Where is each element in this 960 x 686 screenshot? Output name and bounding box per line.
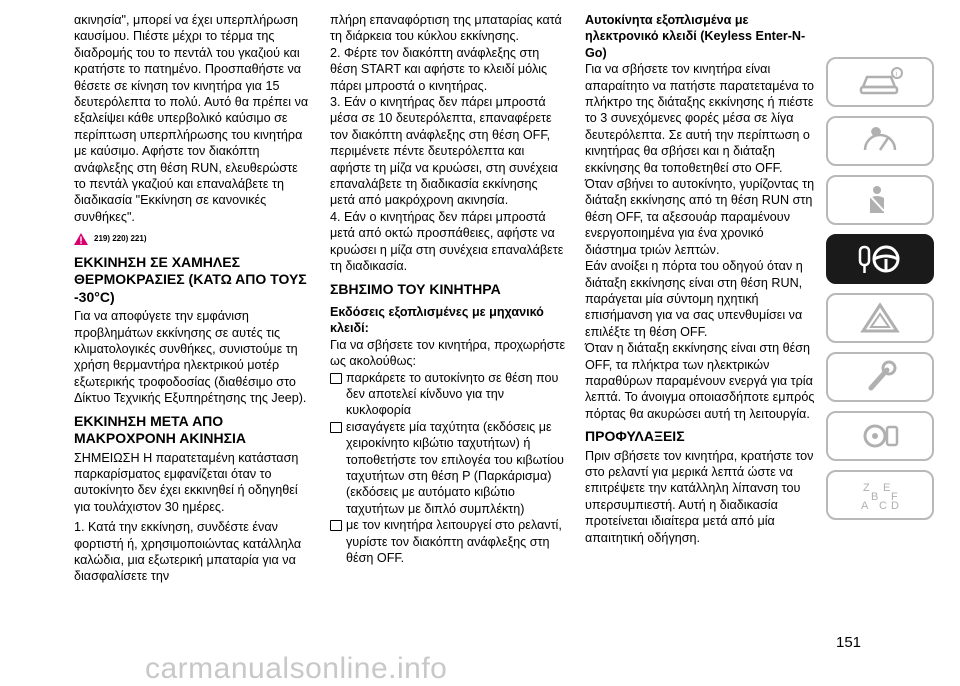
checkbox-bullet-icon bbox=[330, 422, 342, 433]
paragraph: ακινησία", μπορεί να έχει υπερπλήρωση καυσίμου. Πιέστε μέχρι το τέρμα της διαδρομής του το πεντάλ του γκαζιού και κρατήστε το πατημένο. Προσπαθήστε να θέσετε σε κίνηση τον κινητήρα για 15 δευτερόλεπτα το πολύ. Αυτό θα πρέπει να εξαλείψει κάθε υπερβολικό καύσιμο σε περίπτωση υπερπλήρωσης του κινητήρα με καύσιμο. Αφήστε τον διακόπτη ανάφλεξης στη θέση RUN, ελευθερώστε το πεντάλ γκαζιού και επαναλάβετε τη διαδικασία "Εκκίνηση σε κανονικές συνθήκες". bbox=[74, 13, 309, 224]
tab-index[interactable] bbox=[826, 470, 934, 520]
text-column-2 bbox=[330, 12, 566, 567]
checkbox-bullet-icon bbox=[330, 520, 342, 531]
tab-starting-and-driving[interactable] bbox=[826, 234, 934, 284]
svg-text:A: A bbox=[861, 500, 869, 512]
section-heading: ΣΒΗΣΙΜΟ ΤΟΥ ΚΙΝΗΤΗΡΑ bbox=[330, 280, 501, 297]
svg-text:C: C bbox=[879, 500, 887, 512]
tab-technical-data[interactable] bbox=[826, 411, 934, 461]
subsection-heading: Αυτοκίνητα εξοπλισμένα με ηλεκτρονικό κλειδί (Keyless Enter-N-Go) bbox=[585, 13, 806, 60]
paragraph: Για να σβήσετε τον κινητήρα είναι απαραίτητο να πατήστε παρατεταμένα το πλήκτρο της διάταξης εκκίνησης ή πιέστε το 3 συνεχόμενες φορές μέσα σε λίγα δευτερόλεπτα. Σε αυτή την περίπτωση ο κινητήρας θα σβήσει και η διάταξη εκκίνησης θα τοποθετηθεί στο OFF. bbox=[585, 62, 814, 175]
paragraph: πλήρη επαναφόρτιση της μπαταρίας κατά τη διάρκεια του κύκλου εκκίνησης. bbox=[330, 13, 562, 44]
section-heading: ΕΚΚΙΝΗΣΗ ΣΕ ΧΑΜΗΛΕΣ ΘΕΡΜΟΚΡΑΣΙΕΣ (ΚΑΤΩ ΑΠΟ ΤΟΥΣ -30°C) bbox=[74, 253, 307, 305]
tab-safety[interactable] bbox=[826, 175, 934, 225]
tab-instrument-panel[interactable] bbox=[826, 116, 934, 166]
bullet-item bbox=[330, 517, 566, 566]
paragraph: 3. Εάν ο κινητήρας δεν πάρει μπροστά μέσα σε 10 δευτερόλεπτα, επαναφέρετε τον διακόπτη ανάφλεξης στη θέση OFF, περιμένετε πέντε δευτερόλεπτα και αφήστε τη μίζα να κρυώσει, στη συνέχεια επαναλάβετε τη διαδικασία εκκίνησης μετά από μακρόχρονη ακινησία. bbox=[330, 95, 558, 208]
paragraph: 4. Εάν ο κινητήρας δεν πάρει μπροστά μετά από οκτώ προσπάθειες, αφήστε να κρυώσει η μίζα στη συνέχεια επαναλάβετε τη διαδικασία. bbox=[330, 209, 564, 274]
svg-text:D: D bbox=[891, 500, 899, 512]
seatbelt-safety-icon bbox=[857, 183, 903, 217]
subsection-heading: Εκδόσεις εξοπλισμένες με μηχανικό κλειδί: bbox=[330, 305, 544, 336]
paragraph: ΣΗΜΕΙΩΣΗ Η παρατεταμένη κατάσταση παρκαρίσματος εμφανίζεται όταν το αυτοκίνητο δεν έχει εκκινηθεί ή οδηγηθεί για τουλάχιστον 30 ημέρες. bbox=[74, 450, 299, 514]
paragraph: Όταν σβήνει το αυτοκίνητο, γυρίζοντας τη διάταξη εκκίνησης από τη θέση RUN στη θέση OFF, τα αξεσουάρ παραμένουν ενεργοποιημένα για ένα χρονικό διάστημα τριών λεπτών. bbox=[585, 177, 815, 257]
tab-getting-to-know-car[interactable] bbox=[826, 57, 934, 107]
section-heading: ΕΚΚΙΝΗΣΗ ΜΕΤΑ ΑΠΟ ΜΑΚΡΟΧΡΟΝΗ ΑΚΙΝΗΣΙΑ bbox=[74, 412, 246, 447]
checkbox-bullet-icon bbox=[330, 373, 342, 384]
text-column-3 bbox=[585, 12, 815, 546]
svg-text:F: F bbox=[891, 491, 898, 503]
warning-note-refs bbox=[74, 231, 310, 247]
bullet-item bbox=[330, 419, 566, 517]
watermark: carmanualsonline.info bbox=[145, 652, 448, 685]
paragraph: Για να σβήσετε τον κινητήρα, προχωρήστε ως ακολούθως: bbox=[330, 337, 566, 369]
paragraph: Για να αποφύγετε την εμφάνιση προβλημάτων εκκίνησης σε αυτές τις κλιματολογικές συνθήκες, συνιστούμε τη χρήση θερμαντήρα ηλεκτρικού μοτέρ εξωτερικής τροφοδοσίας (διαθέσιμο στο Δίκτυο Τεχνικής Εξυπηρέτησης της Jeep). bbox=[74, 309, 307, 406]
chapter-tabs bbox=[826, 57, 934, 529]
tab-emergency[interactable] bbox=[826, 293, 934, 343]
warning-triangle-icon bbox=[74, 233, 88, 245]
paragraph: Πριν σβήσετε τον κινητήρα, κρατήστε τον στο ρελαντί για μερικά λεπτά ώστε να επιτρέψετε την κατάλληλη λίπανση του υπερσυμπιεστή. Αυτή η διαδικασία προτείνεται ιδιαίτερα μετά από μία απαιτητική οδήγηση. bbox=[585, 448, 814, 545]
bullet-item bbox=[330, 370, 566, 419]
warning-triangle-icon bbox=[857, 301, 903, 335]
page-number: 151 bbox=[836, 634, 862, 651]
bullet-text: εισαγάγετε μία ταχύτητα (εκδόσεις με χειροκίνητο κιβώτιο ταχυτήτων) ή τοποθετήστε τον επιλογέα του κιβωτίου ταχυτήτων στη θέση P (Παρκάρισμα) (εκδόσεις με αυτόματο κιβώτιο ταχυτήτων με διπλό συμπλέκτη) bbox=[346, 419, 564, 516]
tab-maintenance[interactable] bbox=[826, 352, 934, 402]
wrench-maintenance-icon bbox=[857, 360, 903, 394]
technical-data-icon bbox=[857, 419, 903, 453]
svg-text:B: B bbox=[871, 491, 879, 503]
bullet-text: με τον κινητήρα λειτουργεί στο ρελαντί, γυρίστε τον διακόπτη ανάφλεξης στη θέση OFF. bbox=[346, 518, 562, 566]
paragraph: Όταν η διάταξη εκκίνησης είναι στη θέση OFF, τα πλήκτρα των ηλεκτρικών παραθύρων παραμένουν ενεργά για τρία λεπτά. Το άνοιγμα οποιασδήποτε εμπρός πόρτας θα ακυρώσει αυτή τη λειτουργία. bbox=[585, 341, 815, 421]
alphabetical-index-icon bbox=[857, 478, 903, 512]
svg-text:E: E bbox=[883, 482, 891, 494]
key-steering-wheel-icon bbox=[857, 242, 903, 276]
paragraph: 2. Φέρτε τον διακόπτη ανάφλεξης στη θέση START και αφήστε το κλειδί μόλις πάρει μπροστά ο κινητήρας. bbox=[330, 45, 548, 93]
svg-text:Z: Z bbox=[863, 482, 870, 494]
note-reference-numbers: 219) 220) 221) bbox=[94, 234, 147, 244]
paragraph: 1. Κατά την εκκίνηση, συνδέστε έναν φορτιστή ή, χρησιμοποιώντας κατάλληλα καλώδια, μια εξωτερική μπαταρία για να διασφαλίσετε την bbox=[74, 520, 302, 584]
car-info-icon bbox=[857, 65, 903, 99]
section-heading: ΠΡΟΦΥΛΑΞΕΙΣ bbox=[585, 428, 685, 445]
svg-text:i: i bbox=[895, 71, 898, 78]
bullet-text: παρκάρετε το αυτοκίνητο σε θέση που δεν αποτελεί κίνδυνο για την κυκλοφορία bbox=[346, 370, 559, 418]
text-column-1 bbox=[74, 12, 310, 585]
dashboard-lights-icon bbox=[857, 124, 903, 158]
paragraph: Εάν ανοίξει η πόρτα του οδηγού όταν η διάταξη εκκίνησης είναι στη θέση RUN, παράγεται μία σύντομη ηχητική επισήμανση για να σας υπενθυμίσει να επιλέξτε τη θέση OFF. bbox=[585, 259, 803, 339]
